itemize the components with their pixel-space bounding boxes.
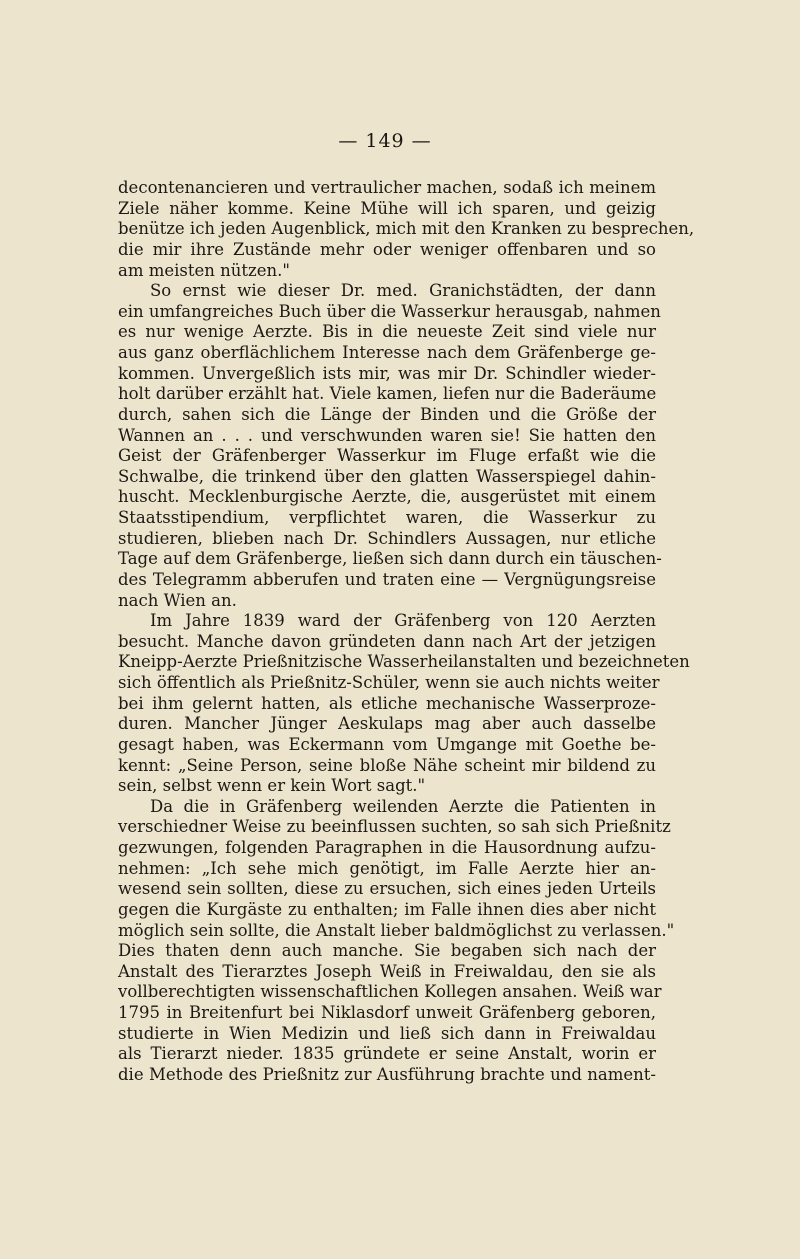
text-line: des Telegramm abberufen und traten eine — Vergnügungsreise [118, 569, 656, 589]
text-line: kommen. Unvergeßlich ists mir, was mir Dr. Schindler wieder- [118, 363, 656, 383]
text-line: ein umfangreiches Buch über die Wasserkur herausgab, nahmen [118, 301, 661, 321]
text-line: besucht. Manche davon gründeten dann nach Art der jetzigen [118, 631, 656, 651]
text-line: decontenancieren und vertraulicher machen, sodaß ich meinem [118, 178, 656, 197]
text-line: bei ihm gelernt hatten, als etliche mechanische Wasserproze- [118, 693, 656, 713]
text-line: die mir ihre Zustände mehr oder weniger offenbaren und so [118, 239, 656, 259]
text-line: vollberechtigten wissenschaftlichen Kollegen ansahen. Weiß war [118, 982, 662, 1002]
text-line: gesagt haben, was Eckermann vom Umgange mit Goethe be- [118, 734, 656, 754]
text-line: huscht. Mecklenburgische Aerzte, die, ausgerüstet mit einem [118, 487, 656, 507]
text-line: So ernst wie dieser Dr. med. Granichstädten, der dann [150, 281, 656, 301]
body-text [118, 178, 695, 1086]
text-line: studieren, blieben nach Dr. Schindlers Aussagen, nur etliche [118, 528, 656, 548]
text-line: es nur wenige Aerzte. Bis in die neueste Zeit sind viele nur [118, 322, 656, 342]
text-line: Geist der Gräfenberger Wasserkur im Fluge erfaßt wie die [118, 446, 656, 466]
text-line: als Tierarzt nieder. 1835 gründete er seine Anstalt, worin er [118, 1044, 656, 1064]
text-line: nach Wien an. [118, 590, 237, 610]
text-line: verschiedner Weise zu beeinflussen suchten, so sah sich Prießnitz [118, 817, 671, 837]
text-line: Dies thaten denn auch manche. Sie begaben sich nach der [118, 941, 656, 961]
text-line: gegen die Kurgäste zu enthalten; im Falle ihnen dies aber nicht [118, 899, 656, 919]
text-line: durch, sahen sich die Länge der Binden und die Größe der [118, 404, 656, 424]
text-line: benütze ich jeden Augenblick, mich mit den Kranken zu besprechen, [118, 219, 695, 239]
text-line: gezwungen, folgenden Paragraphen in die Hausordnung aufzu- [118, 838, 656, 857]
page-number: — 149 — [338, 130, 432, 152]
text-line: Da die in Gräfenberg weilenden Aerzte die Patienten in [150, 796, 656, 816]
text-line: studierte in Wien Medizin und ließ sich dann in Freiwaldau [118, 1023, 656, 1043]
text-line: Staatsstipendium, verpflichtet waren, die Wasserkur zu [118, 508, 656, 527]
text-line: nehmen: „Ich sehe mich genötigt, im Falle Aerzte hier an- [118, 858, 656, 878]
text-line: Anstalt des Tierarztes Joseph Weiß in Freiwaldau, den sie als [118, 961, 656, 981]
text-line: duren. Mancher Jünger Aeskulaps mag aber auch dasselbe [118, 714, 656, 734]
text-line: Wannen an . . . und verschwunden waren sie! Sie hatten den [118, 425, 656, 445]
text-line: aus ganz oberflächlichem Interesse nach dem Gräfenberge ge- [118, 343, 656, 362]
text-line: möglich sein sollte, die Anstalt lieber baldmöglichst zu verlassen." [118, 920, 675, 940]
text-line: wesend sein sollten, diese zu ersuchen, sich eines jeden Urteils [118, 879, 656, 899]
text-line: 1795 in Breitenfurt bei Niklasdorf unweit Gräfenberg geboren, [118, 1003, 656, 1022]
text-line: sein, selbst wenn er kein Wort sagt." [118, 776, 426, 796]
text-line: kennt: „Seine Person, seine bloße Nähe scheint mir bildend zu [118, 755, 656, 775]
text-line: Im Jahre 1839 ward der Gräfenberg von 120 Aerzten [150, 611, 656, 631]
text-line: sich öffentlich als Prießnitz-Schüler, wenn sie auch nichts weiter [118, 673, 660, 692]
text-line: die Methode des Prießnitz zur Ausführung brachte und nament- [118, 1064, 656, 1084]
text-line: Tage auf dem Gräfenberge, ließen sich dann durch ein täuschen- [118, 549, 662, 569]
text-line: holt darüber erzählt hat. Viele kamen, liefen nur die Baderäume [118, 384, 657, 404]
text-line: Ziele näher komme. Keine Mühe will ich sparen, und geizig [118, 198, 656, 218]
text-line: Kneipp-Aerzte Prießnitzische Wasserheilanstalten und bezeichneten [118, 652, 690, 672]
text-line: Schwalbe, die trinkend über den glatten Wasserspiegel dahin- [118, 466, 656, 486]
text-line: am meisten nützen." [118, 260, 290, 280]
